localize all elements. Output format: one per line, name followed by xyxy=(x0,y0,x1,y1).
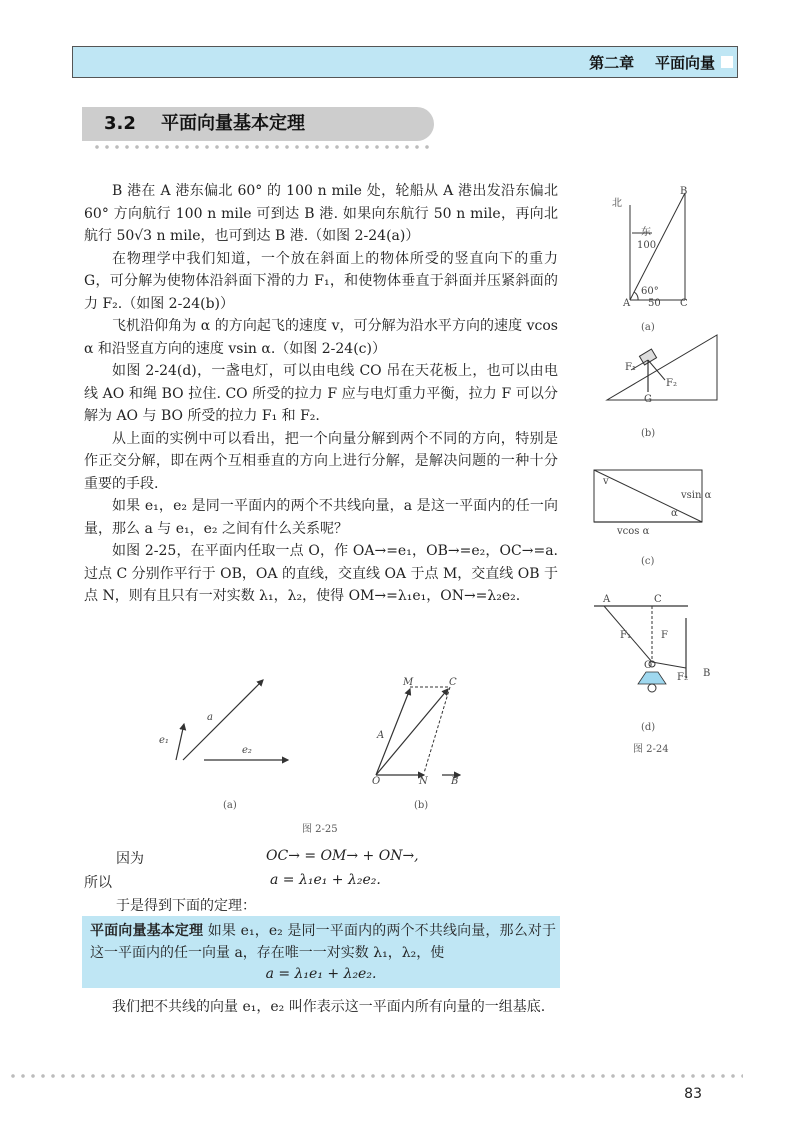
fig-2-24d-label-F: F xyxy=(661,630,668,641)
fig-2-24a-label-B: B xyxy=(680,186,688,197)
fig-2-24d-label-A: A xyxy=(603,594,611,605)
lead-in-text: 于是得到下面的定理： xyxy=(116,898,256,914)
section-dotted-rule xyxy=(92,145,434,149)
fig-2-25b-label-C: C xyxy=(449,677,457,688)
footer-dotted-rule xyxy=(8,1074,743,1078)
theorem-formula: a = λ₁e₁ + λ₂e₂. xyxy=(265,966,377,982)
fig-2-24c-label-vsin: vsin α xyxy=(681,490,712,501)
fig-2-25b-label-O: O xyxy=(372,776,381,787)
fig-2-25b-label-A: A xyxy=(377,730,385,741)
paragraph-3: 飞机沿仰角为 α 的方向起飞的速度 v，可分解为沿水平方向的速度 vcos α 和沿竖直方向的速度 vsin α.（如图 2-24(c)） xyxy=(84,318,558,357)
fig-2-24c-label-alpha: α xyxy=(671,508,678,519)
closing-paragraph: 我们把不共线的向量 e₁，e₂ 叫作表示这一平面内所有向量的一组基底. xyxy=(112,999,546,1015)
fig-2-24a-label-angle: 60° xyxy=(641,286,659,297)
body-text xyxy=(84,180,558,608)
fig-2-24d-caption: (d) xyxy=(641,722,656,733)
fig-2-25b-label-N: N xyxy=(419,776,428,787)
fig-2-25a-diagram xyxy=(168,672,313,772)
fig-2-24c-label-v: v xyxy=(603,476,609,487)
fig-2-25b-label-B: B xyxy=(451,776,459,787)
fig-2-25-title: 图 2-25 xyxy=(302,824,338,835)
fig-2-24d-diagram xyxy=(592,598,707,713)
fig-2-24-title: 图 2-24 xyxy=(633,744,669,755)
paragraph-5: 从上面的实例中可以看出，把一个向量分解到两个不同的方向，特别是作正交分解，即在两个互相垂直的方向上进行分解，是解决问题的一种十分重要的手段. xyxy=(84,430,558,492)
fig-2-24d-label-F2: F₂ xyxy=(677,672,688,683)
closing-text xyxy=(84,996,558,1019)
fig-2-24a-label-north: 北 xyxy=(612,198,622,209)
chapter-header-bar xyxy=(72,46,738,78)
section-heading xyxy=(82,107,434,141)
because-expression: OC→ = OM→ + ON→, xyxy=(266,848,419,864)
paragraph-4: 如图 2-24(d)，一盏电灯，可以由电线 CO 吊在天花板上，也可以由电线 AO 和绳 BO 拉住. CO 所受的拉力 F 应与电灯重力平衡，拉力 F 可以分解为 AO 与 BO 所受的拉力 F₁ 和 F₂. xyxy=(84,363,558,424)
paragraph-2: 在物理学中我们知道，一个放在斜面上的物体所受的竖直向下的重力 G，可分解为使物体沿斜面下滑的力 F₁，和使物体垂直于斜面并压紧斜面的力 F₂.（如图 2-24(b)） xyxy=(84,250,558,312)
fig-2-24a-label-hyp: 100 xyxy=(637,240,657,251)
theorem-box xyxy=(82,916,560,988)
fig-2-24b-caption: (b) xyxy=(641,428,656,439)
paragraph-7: 如图 2-25，在平面内任取一点 O，作 OA→=e₁，OB→=e₂，OC→=a. 过点 C 分别作平行于 OB，OA 的直线，交直线 OA 于点 M，交直线 OB 于点 N，则有且只有一对实数 λ₁，λ₂，使得 OM→=λ₁e₁，ON→=λ₂e₂. xyxy=(84,543,558,604)
section-title: 3.2 平面向量基本定理 xyxy=(82,107,434,141)
fig-2-24a-label-base: 50 xyxy=(648,298,661,309)
fig-2-25b-diagram xyxy=(368,675,478,785)
fig-2-24b-label-F1: F₁ xyxy=(625,362,636,373)
fig-2-24a-caption: (a) xyxy=(641,322,655,333)
fig-2-24a-label-C: C xyxy=(680,298,688,309)
paragraph-1: B 港在 A 港东偏北 60° 的 100 n mile 处，轮船从 A 港出发沿东偏北 60° 方向航行 100 n mile 可到达 B 港. 如果向东航行 50 n mile，再向北航行 50√3 n mile，也可到达 B 港.（如图 2-24(a)） xyxy=(84,183,558,244)
header-tab-square xyxy=(721,56,733,68)
because-label: 因为 xyxy=(116,851,144,867)
fig-2-24c-caption: (c) xyxy=(641,556,655,567)
so-expression: a = λ₁e₁ + λ₂e₂. xyxy=(270,872,381,888)
fig-2-24b-label-F2: F₂ xyxy=(666,378,677,389)
fig-2-25a-caption: (a) xyxy=(223,800,237,811)
theorem-body: 如果 e₁，e₂ 是同一平面内的两个不共线向量，那么对于这一平面内的任一向量 a，存在唯一一对实数 λ₁，λ₂，使 xyxy=(90,923,557,961)
fig-2-24d-label-O: O xyxy=(644,660,653,671)
fig-2-24d-label-B: B xyxy=(703,668,711,679)
fig-2-24b-diagram xyxy=(607,330,719,410)
fig-2-24a-label-A: A xyxy=(623,298,631,309)
chapter-title: 第二章 平面向量 xyxy=(589,54,715,72)
fig-2-25b-caption: (b) xyxy=(414,800,429,811)
paragraph-6: 如果 e₁，e₂ 是同一平面内的两个不共线向量，a 是这一平面内的任一向量，那么 a 与 e₁，e₂ 之间有什么关系呢？ xyxy=(84,498,558,537)
so-label: 所以 xyxy=(84,875,112,891)
fig-2-25a-label-e1: e₁ xyxy=(159,735,169,746)
fig-2-25a-label-e2: e₂ xyxy=(242,745,252,756)
fig-2-24a-label-east: 东 xyxy=(641,227,651,238)
fig-2-25b-label-M: M xyxy=(403,677,414,688)
theorem-statement xyxy=(90,920,556,964)
fig-2-24b-label-G: G xyxy=(644,394,652,405)
fig-2-24c-label-vcos: vcos α xyxy=(617,526,650,537)
fig-2-25a-label-a: a xyxy=(207,712,213,723)
fig-2-24d-label-C: C xyxy=(654,594,662,605)
theorem-name: 平面向量基本定理 xyxy=(90,923,204,939)
page-number: 83 xyxy=(684,1086,702,1102)
fig-2-24d-label-F1: F₁ xyxy=(620,630,631,641)
